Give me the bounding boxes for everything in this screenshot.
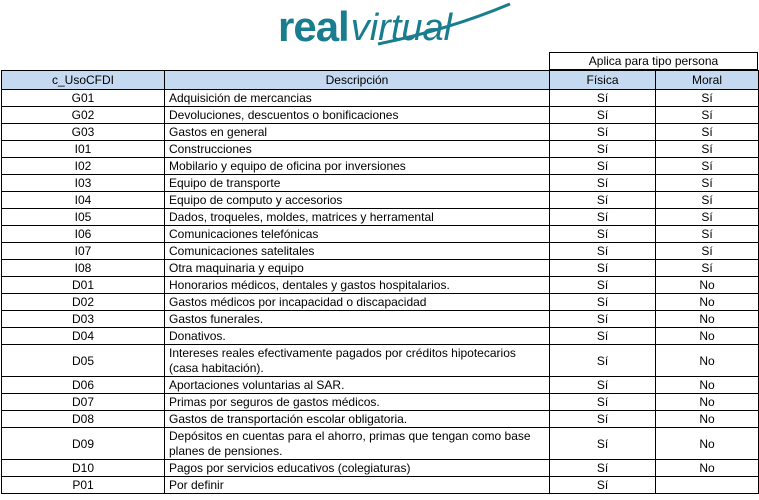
logo-area xyxy=(0,0,759,52)
table-row xyxy=(2,226,759,243)
row-code: I01 xyxy=(2,141,165,158)
table-row xyxy=(2,158,759,175)
table-row xyxy=(2,311,759,328)
row-fisica: Sí xyxy=(550,90,656,107)
row-code: I05 xyxy=(2,209,165,226)
logo-text-real: real xyxy=(278,3,349,50)
table-row xyxy=(2,192,759,209)
table-row xyxy=(2,394,759,411)
row-moral: Sí xyxy=(656,192,759,209)
table-row xyxy=(2,477,759,494)
row-moral: Sí xyxy=(656,209,759,226)
row-fisica: Sí xyxy=(550,107,656,124)
table-row xyxy=(2,90,759,107)
row-fisica: Sí xyxy=(550,311,656,328)
row-moral: No xyxy=(656,277,759,294)
row-code: D08 xyxy=(2,411,165,428)
row-fisica: Sí xyxy=(550,328,656,345)
table-row xyxy=(2,124,759,141)
table-row xyxy=(2,277,759,294)
row-moral xyxy=(656,477,759,494)
row-moral: Sí xyxy=(656,124,759,141)
row-fisica: Sí xyxy=(550,260,656,277)
row-moral: Sí xyxy=(656,158,759,175)
row-fisica: Sí xyxy=(550,460,656,477)
row-code: D10 xyxy=(2,460,165,477)
row-description: Construcciones xyxy=(165,141,550,158)
table-row xyxy=(2,209,759,226)
row-description: Equipo de computo y accesorios xyxy=(165,192,550,209)
row-moral: Sí xyxy=(656,243,759,260)
row-moral: Sí xyxy=(656,175,759,192)
column-header-code: c_UsoCFDI xyxy=(2,71,165,90)
row-description: Gastos médicos por incapacidad o discapacidad xyxy=(165,294,550,311)
row-description: Honorarios médicos, dentales y gastos hospitalarios. xyxy=(165,277,550,294)
column-header-description: Descripción xyxy=(165,71,550,90)
row-fisica: Sí xyxy=(550,294,656,311)
row-description: Otra maquinaria y equipo xyxy=(165,260,550,277)
row-description: Depósitos en cuentas para el ahorro, primas que tengan como base planes de pensiones. xyxy=(165,428,550,460)
table-row xyxy=(2,243,759,260)
row-moral: Sí xyxy=(656,141,759,158)
row-description: Pagos por servicios educativos (colegiaturas) xyxy=(165,460,550,477)
row-code: D04 xyxy=(2,328,165,345)
row-code: D01 xyxy=(2,277,165,294)
row-description: Gastos funerales. xyxy=(165,311,550,328)
table-row xyxy=(2,345,759,377)
row-description: Por definir xyxy=(165,477,550,494)
row-moral: Sí xyxy=(656,260,759,277)
row-fisica: Sí xyxy=(550,226,656,243)
row-fisica: Sí xyxy=(550,345,656,377)
row-code: D06 xyxy=(2,377,165,394)
row-description: Donativos. xyxy=(165,328,550,345)
row-moral: No xyxy=(656,345,759,377)
table-row xyxy=(2,141,759,158)
table-row xyxy=(2,294,759,311)
table-row xyxy=(2,428,759,460)
row-code: D09 xyxy=(2,428,165,460)
row-code: I04 xyxy=(2,192,165,209)
row-description: Adquisición de mercancias xyxy=(165,90,550,107)
row-fisica: Sí xyxy=(550,175,656,192)
row-description: Aportaciones voluntarias al SAR. xyxy=(165,377,550,394)
row-moral: Sí xyxy=(656,226,759,243)
row-description: Devoluciones, descuentos o bonificaciones xyxy=(165,107,550,124)
row-moral: No xyxy=(656,377,759,394)
row-code: G01 xyxy=(2,90,165,107)
row-description: Gastos de transportación escolar obligatoria. xyxy=(165,411,550,428)
group-header: Aplica para tipo persona xyxy=(549,52,758,70)
uso-cfdi-table xyxy=(1,70,759,494)
row-moral: Sí xyxy=(656,107,759,124)
row-code: I08 xyxy=(2,260,165,277)
row-fisica: Sí xyxy=(550,141,656,158)
row-moral: Sí xyxy=(656,90,759,107)
row-fisica: Sí xyxy=(550,477,656,494)
row-fisica: Sí xyxy=(550,243,656,260)
row-code: G02 xyxy=(2,107,165,124)
row-moral: No xyxy=(656,294,759,311)
row-moral: No xyxy=(656,411,759,428)
row-fisica: Sí xyxy=(550,158,656,175)
row-description: Comunicaciones satelitales xyxy=(165,243,550,260)
row-description: Intereses reales efectivamente pagados por créditos hipotecarios (casa habitación). xyxy=(165,345,550,377)
row-code: G03 xyxy=(2,124,165,141)
table-row xyxy=(2,377,759,394)
row-code: I02 xyxy=(2,158,165,175)
table-row xyxy=(2,460,759,477)
column-header-moral: Moral xyxy=(656,71,759,90)
row-code: D05 xyxy=(2,345,165,377)
table-row xyxy=(2,107,759,124)
row-fisica: Sí xyxy=(550,277,656,294)
row-code: I03 xyxy=(2,175,165,192)
row-code: I06 xyxy=(2,226,165,243)
table-row xyxy=(2,175,759,192)
realvirtual-logo xyxy=(278,0,518,48)
row-fisica: Sí xyxy=(550,192,656,209)
row-code: D03 xyxy=(2,311,165,328)
row-description: Comunicaciones telefónicas xyxy=(165,226,550,243)
row-moral: No xyxy=(656,328,759,345)
row-code: P01 xyxy=(2,477,165,494)
row-fisica: Sí xyxy=(550,209,656,226)
row-fisica: Sí xyxy=(550,377,656,394)
logo-text-virtual: virtual xyxy=(350,7,453,49)
row-moral: No xyxy=(656,428,759,460)
row-description: Mobilario y equipo de oficina por inversiones xyxy=(165,158,550,175)
table-row xyxy=(2,328,759,345)
row-description: Dados, troqueles, moldes, matrices y herramental xyxy=(165,209,550,226)
row-moral: No xyxy=(656,394,759,411)
row-fisica: Sí xyxy=(550,124,656,141)
row-description: Gastos en general xyxy=(165,124,550,141)
row-code: I07 xyxy=(2,243,165,260)
table-row xyxy=(2,260,759,277)
table-header-row xyxy=(2,71,759,90)
table-row xyxy=(2,411,759,428)
row-moral: No xyxy=(656,460,759,477)
row-code: D02 xyxy=(2,294,165,311)
row-description: Primas por seguros de gastos médicos. xyxy=(165,394,550,411)
row-fisica: Sí xyxy=(550,394,656,411)
logo-swoosh-icon xyxy=(278,0,518,48)
row-code: D07 xyxy=(2,394,165,411)
column-header-fisica: Física xyxy=(550,71,656,90)
row-description: Equipo de transporte xyxy=(165,175,550,192)
row-fisica: Sí xyxy=(550,411,656,428)
row-moral: No xyxy=(656,311,759,328)
row-fisica: Sí xyxy=(550,428,656,460)
table-body xyxy=(2,90,759,494)
